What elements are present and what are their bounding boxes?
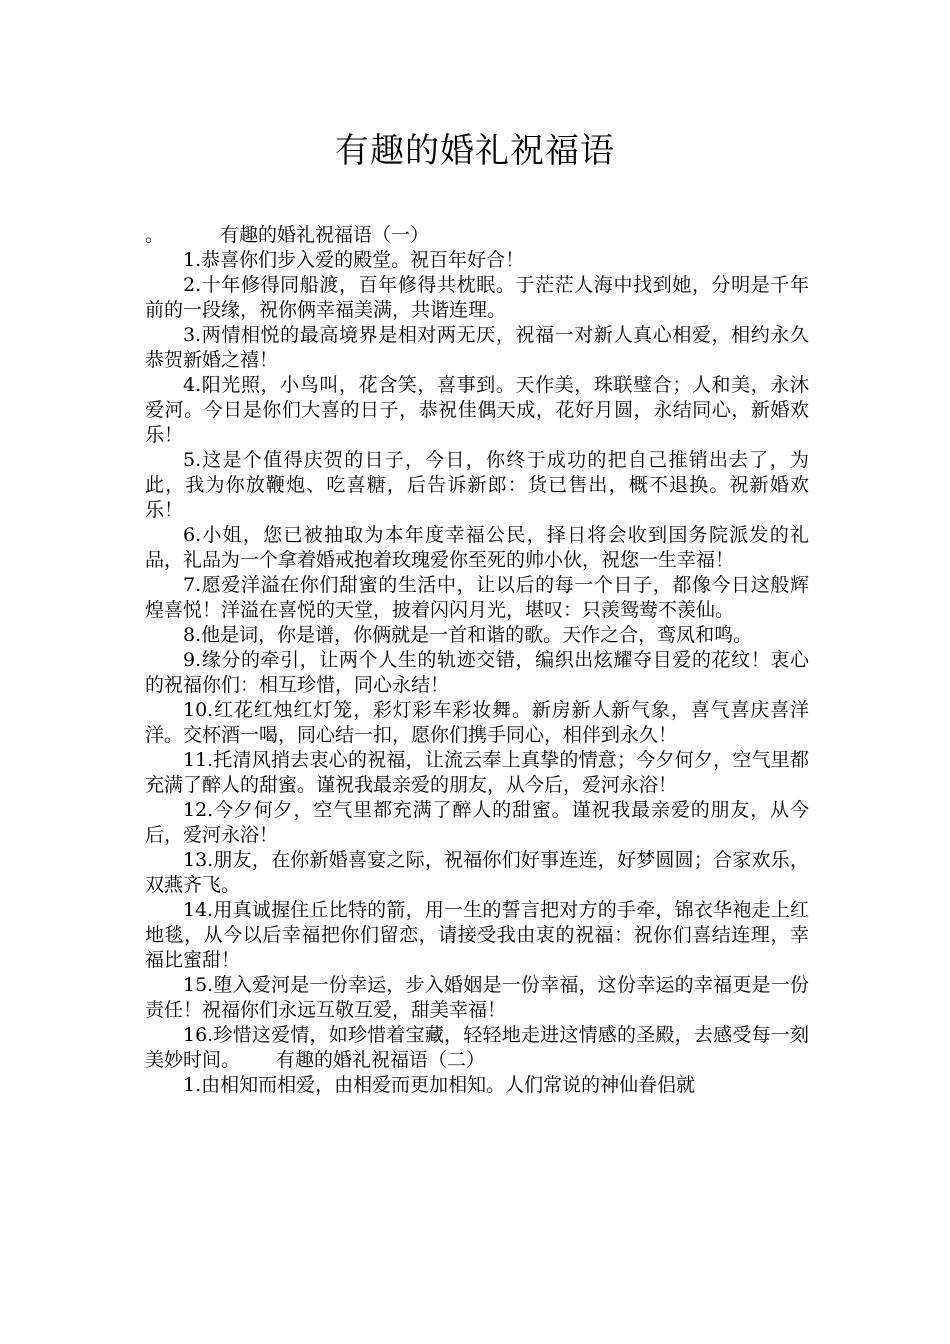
paragraph: 10.红花红烛红灯笼，彩灯彩车彩妆舞。新房新人新气象，喜气喜庆喜洋洋。交杯酒一喝，同心结一扣，愿你们携手同心，相伴到永久！ xyxy=(145,699,809,746)
document-body xyxy=(145,223,809,1098)
paragraph: 1.恭喜你们步入爱的殿堂。祝百年好合！ xyxy=(183,249,525,271)
section-heading-2: 有趣的婚礼祝福语（二） xyxy=(276,1049,486,1071)
paragraph: 9.缘分的牵引，让两个人生的轨迹交错，编织出炫耀夺目爱的花纹！衷心的祝福你们：相互珍惜，同心永结！ xyxy=(145,649,809,696)
paragraph: 15.堕入爱河是一份幸运，步入婚姻是一份幸福，这份幸运的幸福更是一份责任！祝福你们永远互敬互爱，甜美幸福！ xyxy=(145,974,809,1021)
section-heading-1 xyxy=(145,223,809,248)
paragraph: 14.用真诚握住丘比特的箭，用一生的誓言把对方的手牵，锦衣华袍走上红地毯，从今以后幸福把你们留恋，请接受我由衷的祝福：祝你们喜结连理，幸福比蜜甜！ xyxy=(145,899,809,971)
paragraph: 2.十年修得同船渡，百年修得共枕眠。于茫茫人海中找到她，分明是千年前的一段缘，祝你俩幸福美满，共谐连理。 xyxy=(145,274,809,321)
paragraph: 3.两情相悦的最高境界是相对两无厌，祝福一对新人真心相爱，相约永久恭贺新婚之禧！ xyxy=(145,324,809,371)
paragraph: 13.朋友，在你新婚喜宴之际，祝福你们好事连连，好梦圆圆；合家欢乐，双燕齐飞。 xyxy=(145,849,809,896)
paragraph: 7.愿爱洋溢在你们甜蜜的生活中，让以后的每一个日子，都像今日这般辉煌喜悦！洋溢在喜悦的天堂，披着闪闪月光，堪叹：只羡鸳鸯不羡仙。 xyxy=(145,574,809,621)
paragraph: 6.小姐，您已被抽取为本年度幸福公民，择日将会收到国务院派发的礼品，礼品为一个拿着婚戒抱着玫瑰爱你至死的帅小伙，祝您一生幸福！ xyxy=(145,524,809,571)
paragraph: 8.他是词，你是谱，你俩就是一首和谐的歌。天作之合，鸾凤和鸣。 xyxy=(183,624,753,646)
lead-mark: 。 xyxy=(145,224,165,246)
paragraph: 12.今夕何夕，空气里都充满了醉人的甜蜜。谨祝我最亲爱的朋友，从今后，爱河永浴！ xyxy=(145,799,809,846)
paragraph-16 xyxy=(145,1023,809,1073)
section-heading-1-text: 有趣的婚礼祝福语（一） xyxy=(220,224,430,246)
paragraph: 11.托清风捎去衷心的祝福，让流云奉上真挚的情意；今夕何夕，空气里都充满了醉人的甜蜜。谨祝我最亲爱的朋友，从今后，爱河永浴！ xyxy=(145,749,809,796)
paragraph: 5.这是个值得庆贺的日子，今日，你终于成功的把自己推销出去了，为此，我为你放鞭炮、吃喜糖，后告诉新郎：货已售出，概不退换。祝新婚欢乐！ xyxy=(145,449,809,521)
paragraph-16-text: 16.珍惜这爱情，如珍惜着宝藏，轻轻地走进这情感的圣殿，去感受每一刻美妙时间。 xyxy=(145,1024,809,1071)
section-2-first-paragraph: 1.由相知而相爱，由相爱而更加相知。人们常说的神仙眷侣就 xyxy=(183,1074,696,1096)
document-title: 有趣的婚礼祝福语 xyxy=(335,131,615,171)
paragraph: 4.阳光照，小鸟叫，花含笑，喜事到。天作美，珠联璧合；人和美，永沐爱河。今日是你们大喜的日子，恭祝佳偶天成，花好月圆，永结同心，新婚欢乐！ xyxy=(145,374,809,446)
